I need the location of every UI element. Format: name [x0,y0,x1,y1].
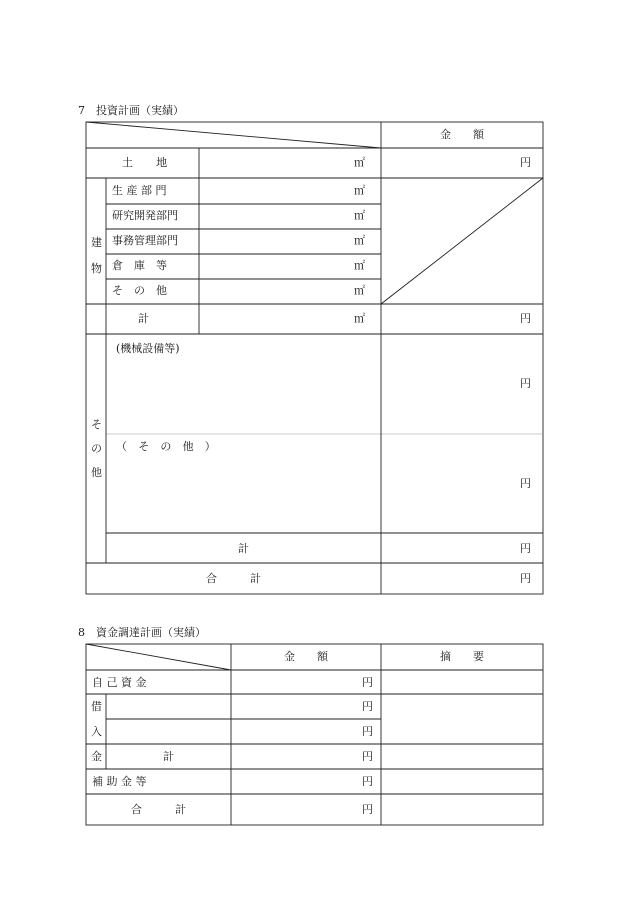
borrowing-group-char: 借 [91,700,102,713]
building-group-char: 物 [91,262,102,275]
amount-header: 金 額 [440,128,484,141]
building-row-unit: ㎡ [354,184,365,197]
borrowing-group-char: 金 [91,750,102,763]
borrowing-row-yen: 円 [362,700,373,713]
funding-total-yen: 円 [362,803,373,816]
building-row-label: 生 産 部 門 [112,184,167,197]
other-group-char: そ [91,418,102,431]
borrowing-subtotal-yen: 円 [362,750,373,763]
funding-total-label: 合 計 [131,803,186,816]
borrowing-subtotal-label: 計 [163,750,174,763]
land-unit: ㎡ [354,156,365,169]
building-row-label: 事務管理部門 [112,234,178,247]
building-group-char: 建 [91,236,102,249]
funding-amount-header: 金 額 [284,650,328,663]
borrowing-group-char: 入 [91,725,102,738]
funding-summary-header: 摘 要 [440,650,484,663]
other-subtotal-yen: 円 [520,542,531,555]
other-others-yen: 円 [520,477,531,490]
other-group-char: 他 [91,466,102,479]
building-row-unit: ㎡ [354,234,365,247]
other-others-label: （ そ の 他 ） [116,440,220,453]
borrowing-row-yen: 円 [362,725,373,738]
header-diagonal [86,122,381,148]
building-row-unit: ㎡ [354,259,365,272]
building-row-unit: ㎡ [354,284,365,297]
building-row-label: そ の 他 [112,284,167,297]
land-label: 土 地 [122,156,174,169]
funding-header-diagonal [86,644,231,670]
subsidy-label: 補 助 金 等 [92,775,147,788]
amount-diagonal [381,178,543,304]
other-group-char: の [91,442,102,455]
other-subtotal-label: 計 [238,542,249,555]
own-funds-label: 自 己 資 金 [92,676,147,689]
building-subtotal-unit: ㎡ [354,312,365,325]
machinery-yen: 円 [520,377,531,390]
building-row-label: 研究開発部門 [112,209,178,222]
funding-table-border [86,644,543,825]
section8-title: 8 資金調達計画（実績） [78,626,206,639]
investment-total-yen: 円 [520,572,531,585]
subsidy-yen: 円 [362,775,373,788]
building-row-unit: ㎡ [354,209,365,222]
building-subtotal-yen: 円 [520,312,531,325]
section7-title: 7 投資計画（実績） [78,104,184,117]
building-subtotal-label: 計 [138,312,149,325]
investment-total-label: 合 計 [206,572,261,585]
land-yen: 円 [520,156,531,169]
building-row-label: 倉 庫 等 [112,259,167,272]
machinery-label: (機械設備等) [116,342,180,355]
own-funds-yen: 円 [362,676,373,689]
